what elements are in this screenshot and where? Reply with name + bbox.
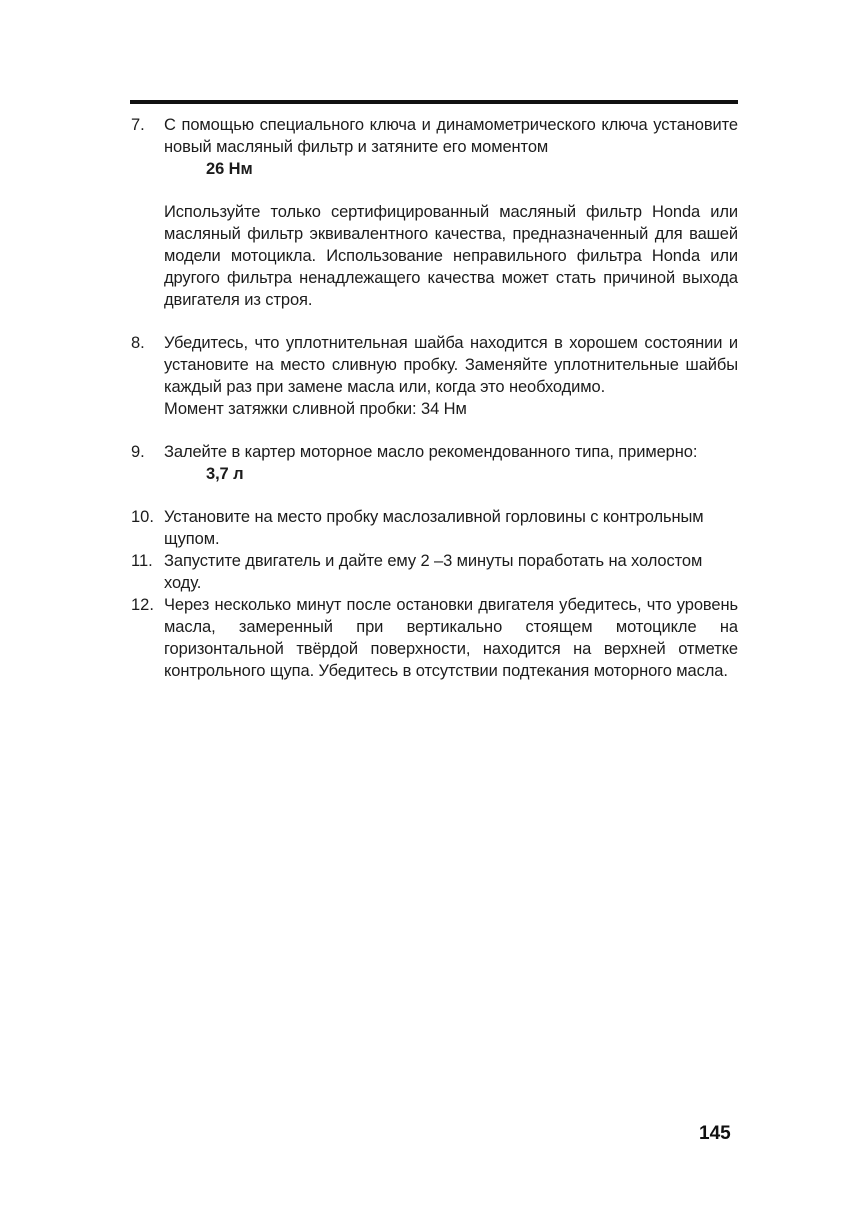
item-number: 12. — [131, 596, 154, 614]
item-text: Убедитесь, что уплотнительная шайба находится в хорошем состоянии и установите на место сливную пробку. Заменяйте уплотнительные шайбы каждый раз при замене масла или, когда это необходимо. — [164, 334, 738, 396]
torque-value: 26 Нм — [206, 160, 253, 178]
item-number: 7. — [131, 116, 145, 134]
page-number: 145 — [699, 1123, 731, 1144]
torque-line: Момент затяжки сливной пробки: 34 Нм — [164, 400, 467, 418]
item-text: Залейте в картер моторное масло рекомендованного типа, примерно: — [164, 443, 698, 461]
list-item-7 — [130, 114, 738, 311]
item-text: С помощью специального ключа и динамометрического ключа установите новый масляный фильтр и затяните его моментом — [164, 116, 738, 156]
item-body — [164, 114, 738, 311]
list-item-9 — [130, 441, 738, 485]
text-column — [130, 100, 738, 682]
top-rule — [130, 100, 738, 104]
item-body — [164, 594, 738, 682]
item-text: Запустите двигатель и дайте ему 2 –3 минуты поработать на холостом ходу. — [164, 552, 703, 592]
list-item-10 — [130, 506, 738, 550]
item-body — [164, 550, 738, 594]
item-number: 8. — [131, 334, 145, 352]
item-text: Через несколько минут после остановки двигателя убедитесь, что уровень масла, замеренный при вертикально стоящем мотоцикле на горизонтальной твёрдой поверхности, находится на верхней отметке контрольного щупа. Убедитесь в отсутствии подтекания моторного масла. — [164, 596, 738, 680]
list-item-8 — [130, 332, 738, 420]
item-body — [164, 441, 738, 485]
item-body — [164, 332, 738, 420]
list-item-12 — [130, 594, 738, 682]
list-item-11 — [130, 550, 738, 594]
item-text: Установите на место пробку маслозаливной горловины с контрольным щупом. — [164, 508, 704, 548]
item-note: Используйте только сертифицированный масляный фильтр Honda или масляный фильтр эквивалентного качества, предназначенный для вашей модели мотоцикла. Использование неправильного фильтра Honda или другого фильтра ненадлежащего качества может стать причиной выхода двигателя из строя. — [164, 203, 738, 309]
item-number: 10. — [131, 508, 154, 526]
item-number: 11. — [131, 552, 153, 570]
item-body — [164, 506, 738, 550]
item-number: 9. — [131, 443, 145, 461]
volume-value: 3,7 л — [206, 465, 244, 483]
